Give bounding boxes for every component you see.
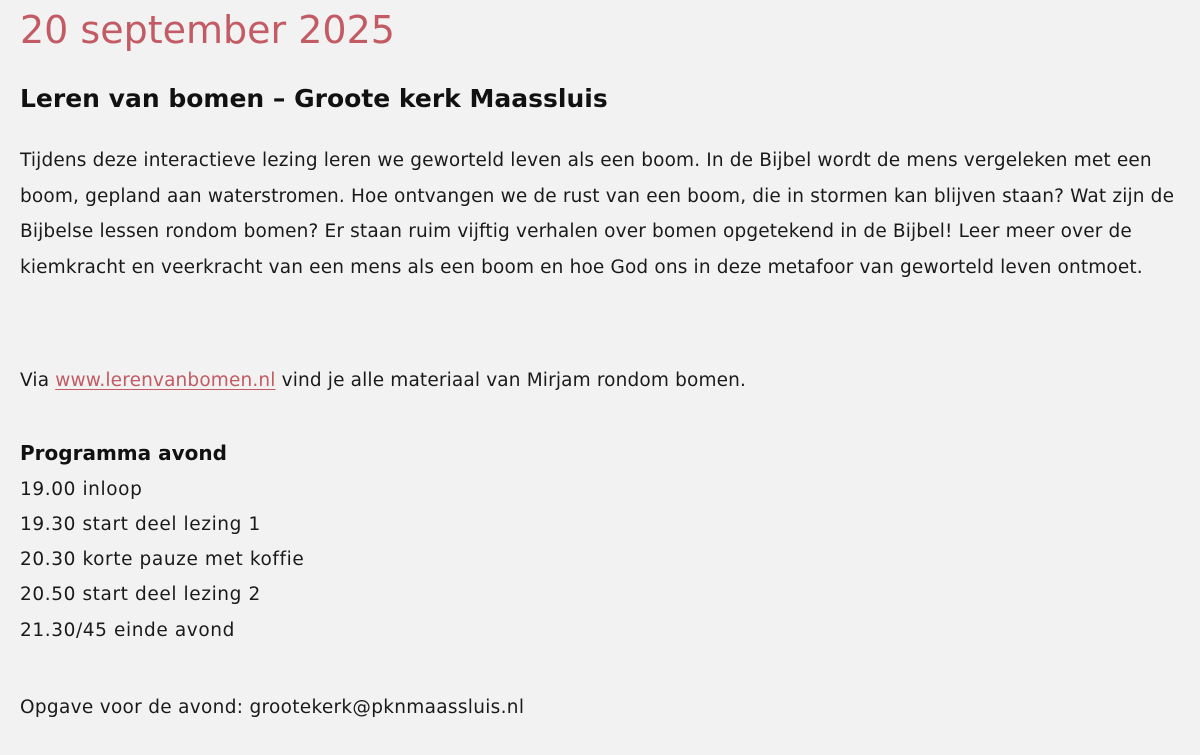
program-section: [20, 436, 304, 648]
program-item: 19.00 inloop: [20, 478, 143, 500]
program-title: Programma avond: [20, 441, 227, 465]
event-description: Tijdens deze interactieve lezing leren we geworteld leven als een boom. In de Bijbel wordt de mens vergeleken met een boom, gepland aan waterstromen. Hoe ontvangen we de rust van een boom, die in stormen kan blijven staan? Wat zijn de Bijbelse lessen rondom bomen? Er staan ruim vijftig verhalen over bomen opgetekend in de Bijbel! Leer meer over de kiemkracht en veerkracht van een mens als een boom en hoe God ons in deze metafoor van geworteld leven ontmoet.: [20, 150, 1175, 278]
program-item: 20.30 korte pauze met koffie: [20, 549, 305, 571]
resources-line: [20, 363, 746, 398]
lerenvanbomen-link[interactable]: www.lerenvanbomen.nl: [55, 370, 276, 391]
program-item: 20.50 start deel lezing 2: [20, 584, 261, 606]
program-item: 19.30 start deel lezing 1: [20, 513, 261, 535]
resources-suffix: vind je alle materiaal van Mirjam rondom bomen.: [275, 370, 747, 391]
program-item: 21.30/45 einde avond: [20, 619, 235, 641]
event-title: Leren van bomen – Groote kerk Maassluis: [20, 84, 608, 113]
resources-prefix: Via: [20, 370, 56, 391]
signup-info: Opgave voor de avond: grootekerk@pknmaassluis.nl: [20, 697, 525, 718]
program-list: [20, 472, 304, 648]
event-date: 20 september 2025: [20, 8, 395, 52]
